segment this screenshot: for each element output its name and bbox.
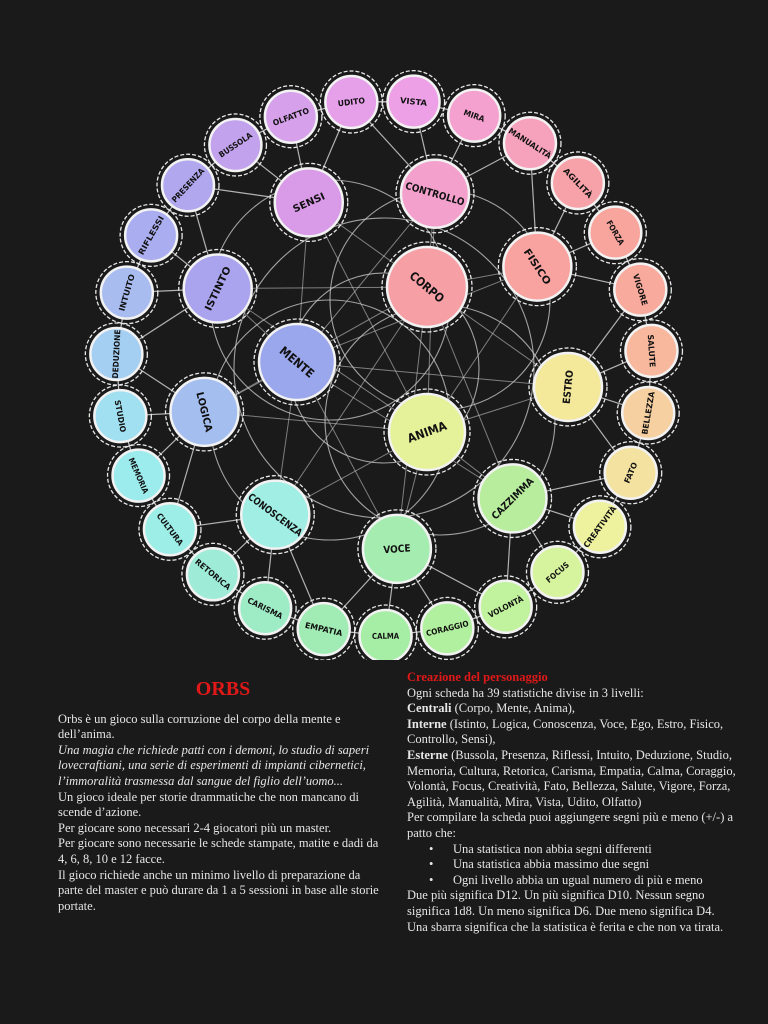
orb-outer (260, 86, 322, 148)
stats-intro: Ogni scheda ha 39 statistiche divise in 3 livelli: (407, 685, 644, 700)
orb-label: MEMORIA (126, 456, 153, 500)
orb-label: VOLONTÀ (486, 592, 529, 620)
orb-label: CONTROLLO (403, 180, 473, 211)
intro-paragraph-2: Una magia che richiede patti con i demoni, lo studio di saperi lovecraftiani, una serie di esperimenti di impianti cibernetici, l’immoralità trasmessa dal sangue del figlio dell’uomo... (58, 742, 370, 788)
intro-paragraph-5: Per giocare sono necessarie le schede stampate, matite e dadi da 4, 6, 8, 10 e 12 facce. (58, 836, 379, 866)
stats-internal-text: (Istinto, Logica, Conoscenza, Voce, Ego, Estro, Fisico, Controllo, Sensi), (407, 716, 724, 747)
orb-label: AGILITÀ (561, 166, 592, 198)
orb-outer (609, 259, 671, 321)
orb-label: OLFATTO (271, 105, 313, 128)
orb-label: MANUALITÀ (506, 126, 556, 163)
orb-outer (234, 577, 296, 639)
orb-label: FOCUS (544, 558, 574, 585)
intro-paragraph-3: Un gioco ideale per storie drammatiche che non mancano di scende d’azione. (58, 789, 359, 820)
orb-central (382, 242, 472, 332)
intro-column (58, 678, 388, 914)
stats-central-text: (Corpo, Mente, Anima), (451, 701, 576, 716)
orb-label: BUSSOLA (217, 128, 258, 160)
orb-outer (85, 323, 147, 385)
orb-outer (293, 598, 355, 660)
orb-outer (475, 576, 537, 638)
orb-outer (584, 202, 646, 264)
section-heading: Creazione del personaggio (407, 670, 548, 684)
stats-external-text: (Bussola, Presenza, Riflessi, Intuito, Deduzione, Studio, Memoria, Cultura, Retorica, Carisma, Empatia, Calma, Coraggio, Volontà, Focus, Creatività, Fato, Bellezza, Salute, Vigore, Forza, Agilità, Manualità, Mira, Vista, Udito, Olfatto) (407, 747, 736, 809)
orb-label: CREATIVITÀ (581, 502, 620, 550)
rule-item: • Ogni livello abbia un ugual numero di più e meno (453, 873, 737, 889)
orb-inner (396, 155, 474, 233)
orb-label: FORZA (604, 218, 628, 250)
orb-label: RETORICA (193, 557, 234, 593)
orb-label: ESTRO (561, 366, 577, 405)
orb-outer (108, 445, 170, 507)
orb-label: STUDIO (112, 399, 128, 435)
orbs-group (85, 71, 682, 660)
stats-internal-label: Interne (407, 716, 447, 731)
orb-label: VOCE (383, 543, 414, 557)
orb-outer (383, 71, 445, 133)
orb-inner (529, 348, 607, 426)
intro-paragraph-6: Il gioco richiede anche un minimo livello di preparazione da parte del master e può durare da 1 a 5 sessioni in base alle storie portate. (58, 867, 379, 913)
orb-label: BELLEZZA (640, 389, 657, 436)
orb-label: CALMA (371, 631, 404, 641)
orb-label: PRESENZA (170, 163, 210, 205)
orb-inner (270, 163, 348, 241)
stats-external (407, 748, 737, 810)
orb-label: ANIMA (405, 417, 453, 446)
page-title: ORBS (195, 678, 251, 700)
orb-inner (358, 510, 436, 588)
orb-central (254, 319, 340, 405)
orb-label: CULTURA (154, 511, 187, 550)
intro-paragraph-4: Per giocare sono necessari 2-4 giocatori più un master. (58, 820, 332, 835)
orb-label: SALUTE (645, 334, 657, 370)
orb-outer (620, 320, 682, 382)
orb-label: CAZZIMMA (489, 471, 542, 523)
orb-label: VISTA (399, 95, 427, 108)
orb-outer (416, 597, 478, 659)
character-creation-column (407, 670, 737, 935)
intro-paragraph-1: Orbs è un gioco sulla corruzione del corpo della mente e dell’anima. (58, 711, 341, 742)
orb-label: EMPATIA (304, 620, 344, 639)
orb-outer (617, 382, 679, 444)
stats-central-label: Centrali (407, 701, 452, 716)
orb-outer (157, 154, 219, 216)
orb-outer (96, 262, 158, 324)
stats-central (407, 701, 737, 717)
orb-label: DEDUZIONE (110, 325, 123, 379)
rule-intro: Per compilare la scheda puoi aggiungere segni più e meno (+/-) a patto che: (407, 810, 734, 840)
orb-outer (600, 442, 662, 504)
orb-inner (179, 250, 257, 328)
orb-label: CARISMA (245, 595, 287, 623)
orb-outer (443, 85, 505, 147)
orb-label: FATO (622, 460, 640, 485)
orb-label: LOGICA (193, 391, 214, 434)
orb-label: RIFLESSI (136, 218, 164, 257)
orb-outer (89, 385, 151, 447)
orb-label: FISICO (520, 247, 551, 285)
rule-item: • Una statistica non abbia segni differenti (453, 842, 737, 858)
orb-outer (204, 114, 266, 176)
orb-inner (165, 373, 243, 451)
stats-internal (407, 717, 737, 748)
orb-label: MENTE (276, 343, 322, 385)
stats-external-label: Esterne (407, 747, 448, 762)
orb-label: SENSI (291, 191, 327, 216)
orb-outer (526, 541, 588, 603)
orb-label: VIGORE (630, 272, 650, 309)
rules-list (407, 842, 737, 889)
orb-label: ISTINTO (203, 267, 233, 313)
orb-label: INTUITO (117, 274, 137, 313)
orb-outer (139, 498, 201, 560)
orb-inner (236, 476, 314, 554)
orb-outer (499, 112, 561, 174)
orb-label: MIRA (462, 108, 488, 125)
orb-outer (320, 71, 382, 133)
orb-outer (355, 605, 417, 660)
dice-rules: Due più significa D12. Un più significa D10. Nessun segno significa 1d8. Un meno significa D6. Due meno significa D4. Una sbarra significa che la statistica è ferita e che non va tirata. (407, 888, 724, 934)
orb-outer (120, 204, 182, 266)
orb-label: UDITO (337, 96, 367, 109)
orb-label: CORAGGIO (425, 618, 474, 639)
orb-inner (498, 228, 576, 306)
orb-label: CONOSCENZA (245, 491, 315, 547)
orb-inner (474, 459, 552, 537)
rule-item: • Una statistica abbia massimo due segni (453, 857, 737, 873)
orb-label: CORPO (406, 268, 452, 310)
orb-outer (547, 152, 609, 214)
